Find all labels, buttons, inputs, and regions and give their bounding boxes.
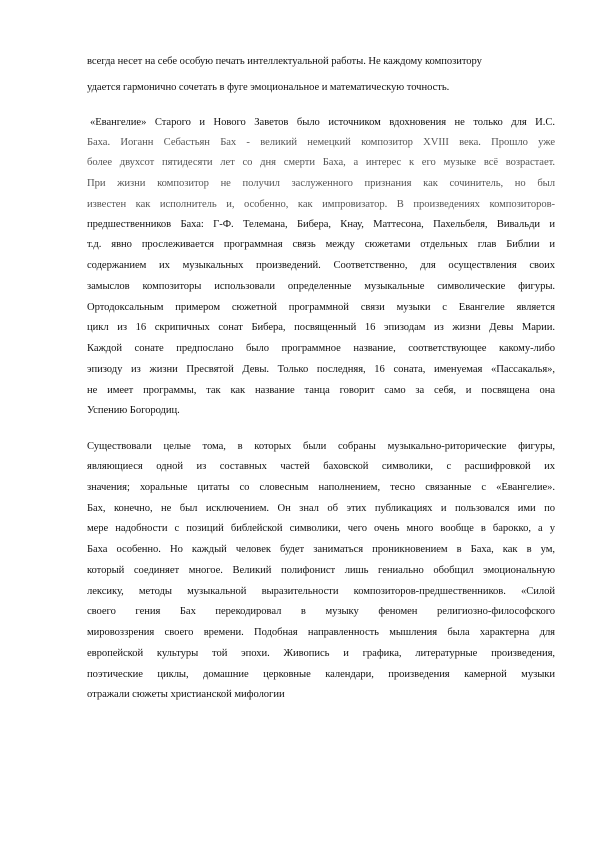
text-line: который соединяет многое. Великий полифонист лишь гениально обобщил эмоциональную (87, 565, 555, 576)
text-line: содержанием их музыкальных произведений. Соответственно, для осуществления своих (87, 260, 555, 271)
text-line: всегда несет на себе особую печать интеллектуальной работы. Не каждому композитору (87, 56, 482, 67)
text-line: Каждой сонате предпослано было программное название, соответствующее какому-либо (87, 343, 555, 354)
text-line: являющиеся одной из составных частей баховской символики, с расшифровкой их (87, 461, 555, 472)
text-line: Существовали целые тома, в которых были собраны музыкально-риторические фигуры, (87, 441, 555, 452)
text-line: мировоззрения своего времени. Подобная направленность мышления была характерна для (87, 627, 555, 638)
text-line: европейской культуры той эпохи. Живопись и графика, литературные произведения, (87, 648, 555, 659)
text-line: известен как исполнитель и, особенно, как импровизатор. В произведениях композиторов- (87, 199, 555, 210)
text-line: Успению Богородиц. (87, 405, 180, 416)
text-line: При жизни композитор не получил заслуженного признания как сочинитель, но был (87, 178, 555, 189)
text-line: Ортодоксальным примером сюжетной программной связи музыки с Евангелие является (87, 302, 555, 313)
text-line: Баха. Иоганн Себастьян Бах - великий немецкий композитор XVIII века. Прошло уже (87, 137, 555, 148)
text-line: мере надобности с позиций библейской символики, чего очень много вообще в барокко, а у (87, 523, 555, 534)
text-line: более двухсот пятидесяти лет со дня смерти Баха, а интерес к его музыке всё возрастает. (87, 157, 555, 168)
text-line: удается гармонично сочетать в фуге эмоциональное и математическую точность. (87, 82, 450, 93)
text-line: «Евангелие» Старого и Нового Заветов было источником вдохновения не только для И.С. (90, 117, 555, 128)
text-line: поэтические циклы, домашние церковные календари, произведения камерной музыки (87, 669, 555, 680)
text-line: замыслов композиторы использовали определенные музыкальные символические фигуры. (87, 281, 555, 292)
text-line: значения; хоральные цитаты со словесным наполнением, тесно связанные с «Евангелие». (87, 482, 555, 493)
text-line: предшественников Баха: Г-Ф. Телемана, Бибера, Кнау, Маттесона, Пахельбеля, Вивальди и (87, 219, 555, 230)
text-line: своего гения Бах перекодировал в музыку феномен религиозно-философского (87, 606, 555, 617)
text-line: не имеет программы, так как название танца говорит само за себя, и посвящена она (87, 385, 555, 396)
text-line: цикл из 16 скрипичных сонат Бибера, посвященный 16 эпизодам из жизни Девы Марии. (87, 322, 555, 333)
text-line: эпизоду из жизни Пресвятой Девы. Только последняя, 16 соната, именуемая «Пассакалья», (87, 364, 555, 375)
text-line: т.д. явно прослеживается программная связь между сюжетами отдельных глав Библии и (87, 239, 555, 250)
text-line: Баха особенно. Но каждый человек будет заниматься проникновением в Баха, как в ум, (87, 544, 555, 555)
text-line: отражали сюжеты христианской мифологии (87, 689, 285, 700)
text-line: Бах, конечно, не был исключением. Он знал об этих публикациях и пользовался ими по (87, 503, 555, 514)
text-line: лексику, методы музыкальной выразительности композиторов-предшественников. «Силой (87, 586, 555, 597)
